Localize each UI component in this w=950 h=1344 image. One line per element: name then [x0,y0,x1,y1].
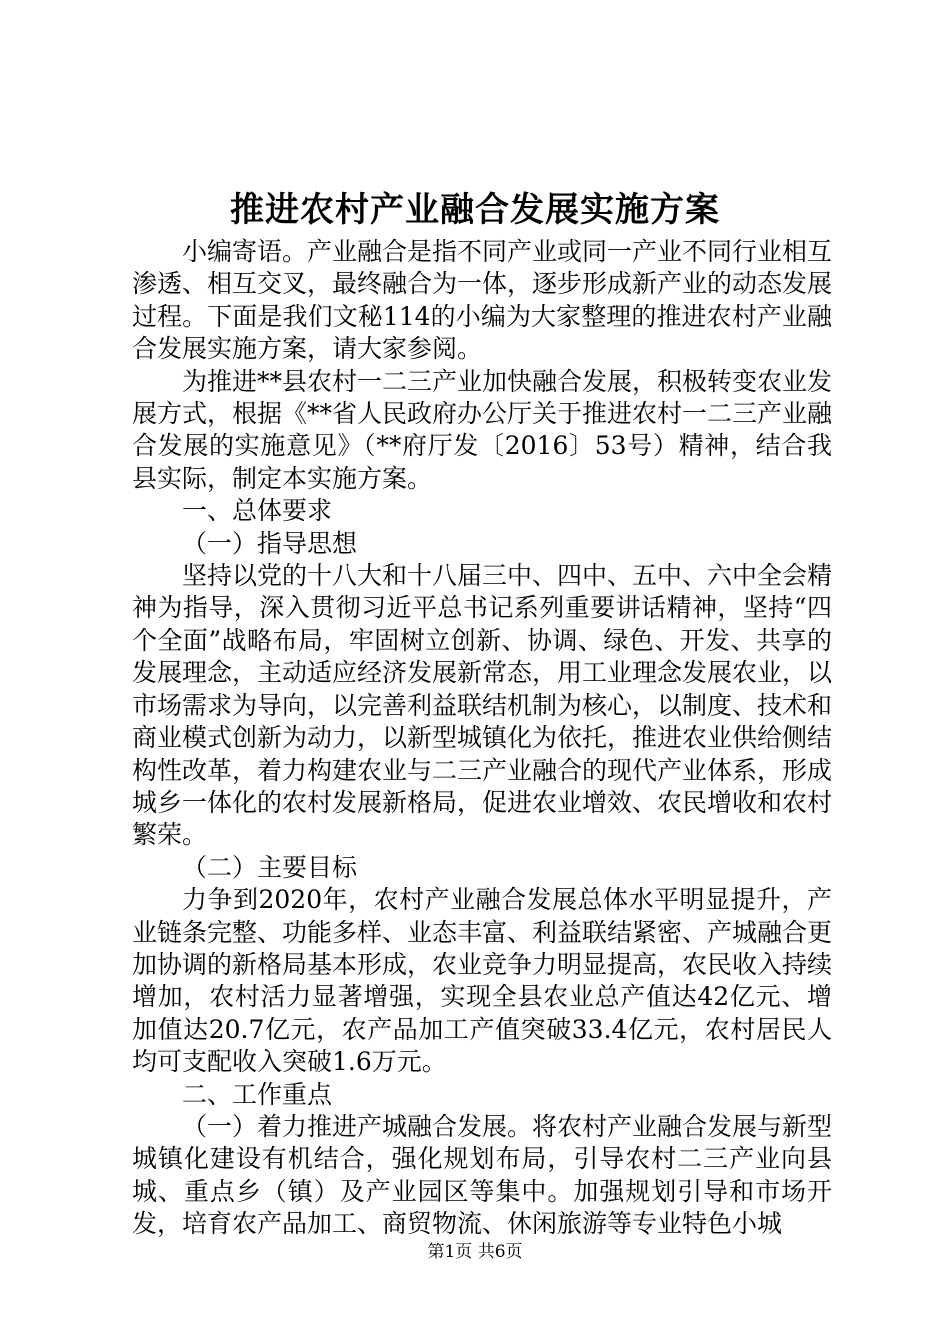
section-heading-general-requirements: 一、总体要求 [182,496,333,526]
guiding-thought-paragraph: 坚持以党的十八大和十八届三中、四中、五中、六中全会精神为指导，深入贯彻习近平总书记系列重要讲话精神，坚持“四个全面”战略布局，牢固树立创新、协调、绿色、开发、共享的发展理念，主动适应经济发展新常态，用工业理念发展农业，以市场需求为导向，以完善利益联结机制为核心，以制度、技术和商业模式创新为动力，以新型城镇化为依托，推进农业供给侧结构性改革，着力构建农业与二三产业融合的现代产业体系，形成城乡一体化的农村发展新格局，促进农业增效、农民增收和农村繁荣。 [132,561,833,850]
main-goals-paragraph: 力争到2020年，农村产业融合发展总体水平明显提升，产业链条完整、功能多样、业态丰富、利益联结紧密、产城融合更加协调的新格局基本形成，农业竞争力明显提高，农民收入持续增加，农村活力显著增强，实现全县农业总产值达42亿元、增加值达20.7亿元，农产品加工产值突破33.4亿元，农村居民人均可支配收入突破1.6万元。 [132,885,833,1077]
subsection-heading-main-goals: （二）主要目标 [182,852,358,882]
purpose-paragraph: 为推进**县农村一二三产业加快融合发展，积极转变农业发展方式，根据《**省人民政府办公厅关于推进农村一二三产业融合发展的实施意见》（**府厅发〔2016〕53号）精神，结合我县实际，制定本实施方案。 [132,366,833,493]
intro-paragraph: 小编寄语。产业融合是指不同产业或同一产业不同行业相互渗透、相互交叉，最终融合为一体，逐步形成新产业的动态发展过程。下面是我们文秘114的小编为大家整理的推进农村产业融合发展实施方案，请大家参阅。 [132,237,833,364]
work-focus-paragraph: （一）着力推进产城融合发展。将农村产业融合发展与新型城镇化建设有机结合，强化规划布局，引导农村二三产业向县城、重点乡（镇）及产业园区等集中。加强规划引导和市场开发，培育农产品加工、商贸物流、休闲旅游等专业特色小城 [132,1111,833,1239]
page-number-footer: 第1页 共6页 [427,1242,523,1262]
document-title: 推进农村产业融合发展实施方案 [230,190,720,230]
document-body [132,236,832,1241]
section-heading-work-focus: 二、工作重点 [182,1079,333,1109]
subsection-heading-guiding-thought: （一）指导思想 [182,528,358,558]
